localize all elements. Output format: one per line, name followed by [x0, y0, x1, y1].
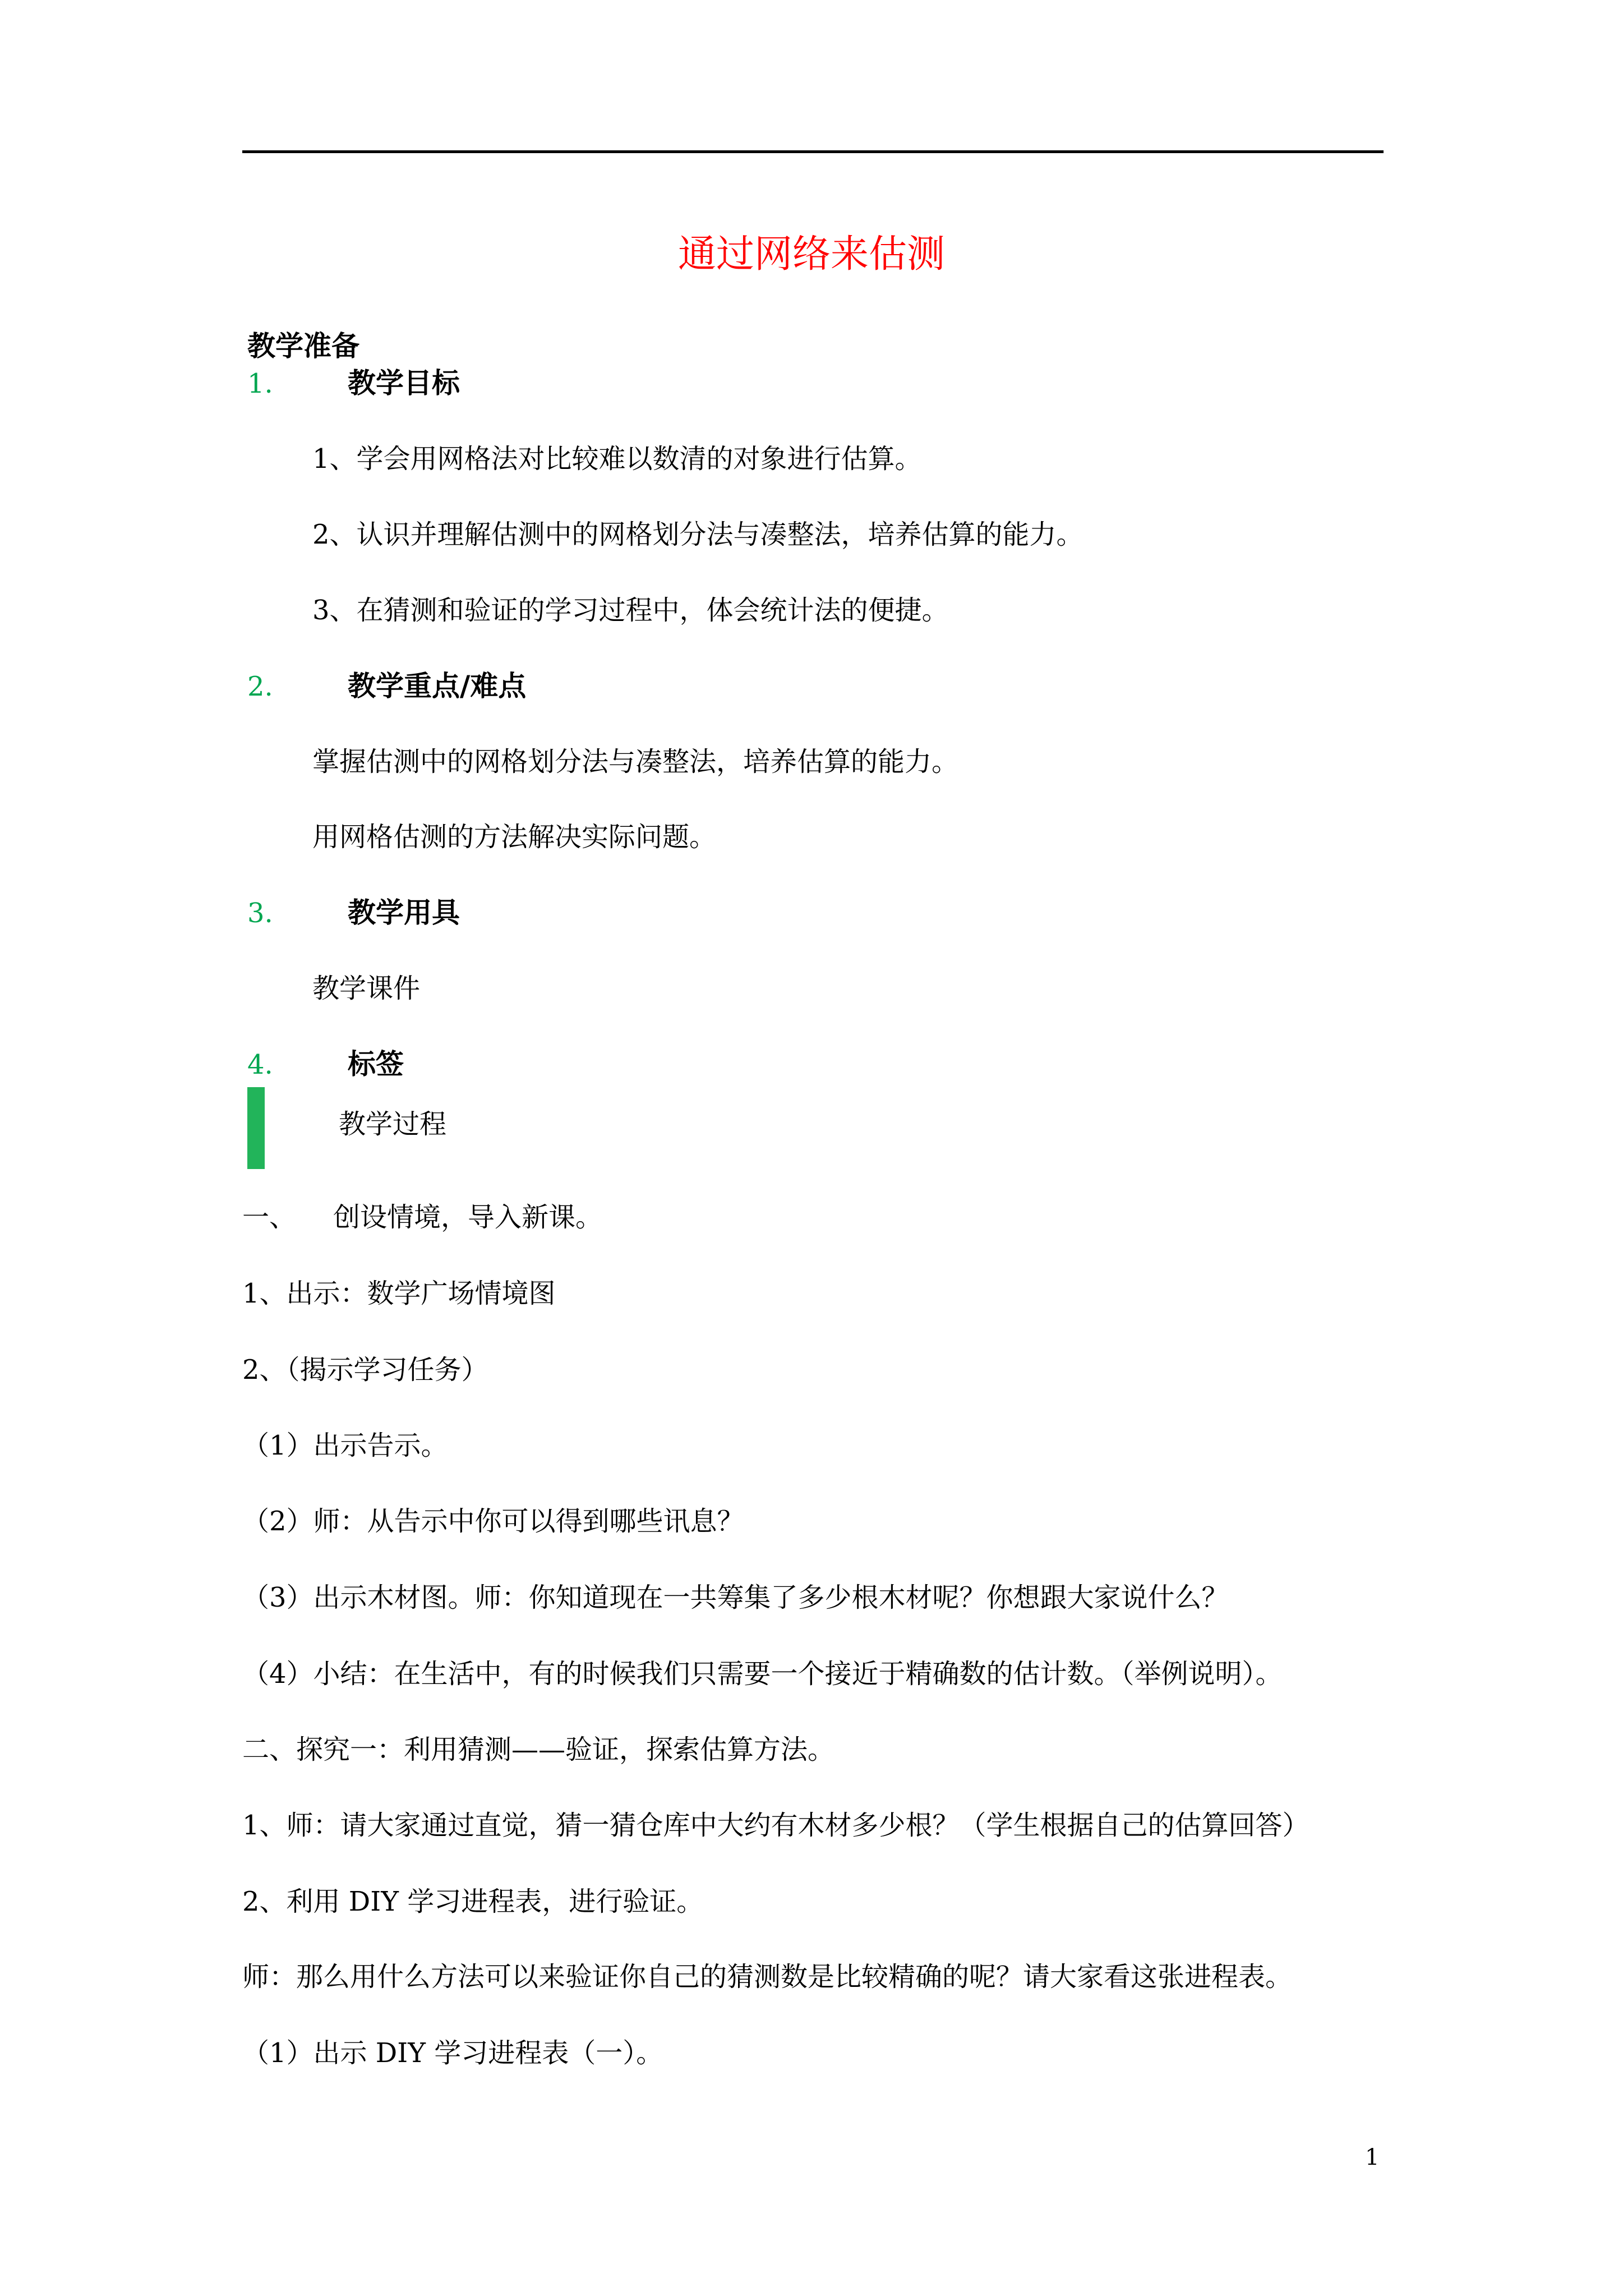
- process-marker-bar: [247, 1087, 265, 1169]
- process-line: （3）出示木材图。师：你知道现在一共筹集了多少根木材呢？你想跟大家说什么？: [242, 1582, 1229, 1613]
- process-line: （1）出示 DIY 学习进程表（一）。: [242, 2037, 663, 2069]
- section-label: 教学重点/难点: [348, 670, 527, 702]
- header-rule: [242, 150, 1384, 153]
- process-line: （2）师：从告示中你可以得到哪些讯息？: [242, 1506, 744, 1537]
- process-line: 1、出示：数学广场情境图: [242, 1278, 556, 1309]
- process-line: 师：那么用什么方法可以来验证你自己的猜测数是比较精确的呢？请大家看这张进程表。: [242, 1961, 1293, 1993]
- key-point-item: 用网格估测的方法解决实际问题。: [312, 821, 717, 853]
- process-heading: 教学过程: [339, 1108, 447, 1140]
- goal-item: 2、认识并理解估测中的网格划分法与凑整法，培养估算的能力。: [312, 519, 1083, 550]
- section-number: 3.: [247, 898, 273, 929]
- part-marker: 一、: [242, 1202, 297, 1233]
- page-number: 1: [1365, 2145, 1380, 2170]
- section-label: 教学用具: [348, 896, 460, 929]
- section-label: 标签: [348, 1048, 404, 1080]
- goal-item: 1、学会用网格法对比较难以数清的对象进行估算。: [312, 443, 922, 475]
- section-number: 1.: [247, 368, 273, 399]
- process-line: 2、（揭示学习任务）: [242, 1354, 488, 1386]
- process-line: （1）出示告示。: [242, 1430, 448, 1461]
- process-line: 二、探究一：利用猜测——验证，探索估算方法。: [242, 1734, 835, 1765]
- process-line: 1、师：请大家通过直觉，猜一猜仓库中大约有木材多少根？（学生根据自己的估算回答）: [242, 1810, 1310, 1841]
- prep-heading: 教学准备: [247, 330, 359, 362]
- process-line: 2、利用 DIY 学习进程表，进行验证。: [242, 1886, 704, 1917]
- tools-text: 教学课件: [312, 973, 421, 1004]
- key-point-item: 掌握估测中的网格划分法与凑整法，培养估算的能力。: [312, 746, 959, 777]
- process-line: （4）小结：在生活中，有的时候我们只需要一个接近于精确数的估计数。（举例说明）。: [242, 1658, 1283, 1690]
- goal-item: 3、在猜测和验证的学习过程中，体会统计法的便捷。: [312, 595, 949, 626]
- section-label: 教学目标: [348, 367, 460, 399]
- part-heading: 创设情境，导入新课。: [333, 1202, 603, 1233]
- document-title: 通过网络来估测: [677, 232, 945, 277]
- section-number: 2.: [247, 671, 273, 702]
- section-number: 4.: [247, 1049, 273, 1080]
